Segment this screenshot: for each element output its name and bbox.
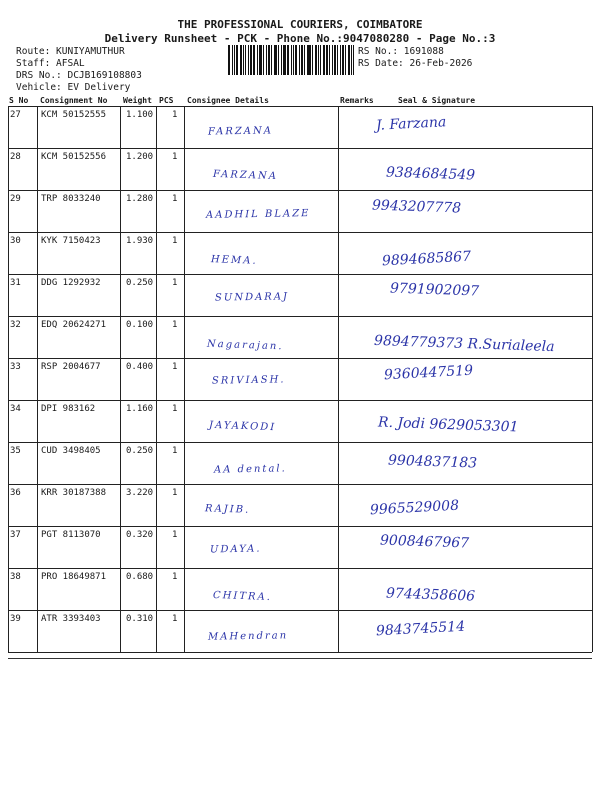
row-divider [8, 652, 592, 653]
consignee-handwritten: CHITRA. [212, 589, 273, 604]
serial-number: 29 [10, 194, 21, 204]
col-header-remarks: Remarks [340, 96, 374, 105]
weight-value: 0.250 [126, 446, 154, 456]
pieces-count: 1 [172, 362, 178, 372]
consignee-handwritten: RAJIB. [204, 503, 251, 516]
signature-handwritten: 9965529008 [369, 497, 460, 519]
weight-value: 1.200 [126, 152, 154, 162]
signature-handwritten: 9904837183 [387, 452, 478, 472]
weight-value: 1.930 [126, 236, 154, 246]
drs-label: DRS No.: DCJB169108803 [16, 70, 142, 81]
pieces-count: 1 [172, 614, 178, 624]
col-header-signature: Seal & Signature [398, 96, 476, 105]
weight-value: 0.100 [126, 320, 154, 330]
signature-handwritten: 9384684549 [385, 164, 476, 184]
table-bottom-rule [8, 658, 592, 659]
row-divider [8, 610, 592, 611]
barcode-image [228, 45, 356, 75]
consignee-handwritten: SRIVIASH. [211, 374, 286, 387]
consignment-number: KCM 50152555 [41, 110, 107, 120]
weight-value: 0.680 [126, 572, 154, 582]
col-header-consignee: Consignee Details [187, 96, 269, 105]
col-header-sno: S No [9, 96, 29, 105]
consignment-number: DDG 1292932 [41, 278, 101, 288]
consignment-number: TRP 8033240 [41, 194, 101, 204]
serial-number: 30 [10, 236, 21, 246]
column-divider [184, 106, 185, 652]
serial-number: 38 [10, 572, 21, 582]
weight-value: 1.160 [126, 404, 154, 414]
staff-label: Staff: AFSAL [16, 58, 85, 69]
consignment-number: PRO 18649871 [41, 572, 107, 582]
consignee-handwritten: AA dental. [213, 463, 287, 476]
row-divider [8, 442, 592, 443]
signature-handwritten: 9744358606 [385, 585, 476, 605]
weight-value: 0.310 [126, 614, 154, 624]
rs-number: RS No.: 1691088 [358, 46, 444, 57]
column-divider [120, 106, 121, 652]
serial-number: 33 [10, 362, 21, 372]
weight-value: 3.220 [126, 488, 154, 498]
signature-handwritten: 9791902097 [389, 280, 480, 300]
row-divider [8, 400, 592, 401]
serial-number: 35 [10, 446, 21, 456]
pieces-count: 1 [172, 152, 178, 162]
column-divider [37, 106, 38, 652]
row-divider [8, 568, 592, 569]
weight-value: 0.250 [126, 278, 154, 288]
serial-number: 34 [10, 404, 21, 414]
weight-value: 0.320 [126, 530, 154, 540]
pieces-count: 1 [172, 110, 178, 120]
weight-value: 1.280 [126, 194, 154, 204]
row-divider [8, 106, 592, 107]
consignment-number: ATR 3393403 [41, 614, 101, 624]
pieces-count: 1 [172, 488, 178, 498]
row-divider [8, 148, 592, 149]
column-divider [592, 106, 593, 652]
vehicle-label: Vehicle: EV Delivery [16, 82, 131, 93]
signature-handwritten: J. Farzana [375, 114, 447, 134]
consignment-number: EDQ 20624271 [41, 320, 107, 330]
consignee-handwritten: Nagarajan. [206, 338, 284, 353]
consignee-handwritten: SUNDARAJ [214, 291, 290, 304]
pieces-count: 1 [172, 572, 178, 582]
serial-number: 36 [10, 488, 21, 498]
serial-number: 28 [10, 152, 21, 162]
consignment-number: DPI 983162 [41, 404, 96, 414]
col-header-consignment: Consignment No [40, 96, 108, 105]
company-title: THE PROFESSIONAL COURIERS, COIMBATORE [177, 18, 423, 31]
runsheet-subtitle: Delivery Runsheet - PCK - Phone No.:9047080280 - Page No.:3 [104, 32, 496, 45]
col-header-pcs: PCS [159, 96, 174, 105]
signature-handwritten: 9943207778 [371, 197, 462, 217]
pieces-count: 1 [172, 236, 178, 246]
serial-number: 31 [10, 278, 21, 288]
consignee-handwritten: JAYAKODI [208, 419, 277, 434]
signature-handwritten: R. Jodi 9629053301 [377, 414, 519, 436]
serial-number: 27 [10, 110, 21, 120]
column-divider [156, 106, 157, 652]
consignment-number: RSP 2004677 [41, 362, 101, 372]
pieces-count: 1 [172, 530, 178, 540]
signature-handwritten: 9843745514 [375, 618, 466, 640]
row-divider [8, 190, 592, 191]
consignee-handwritten: UDAYA. [209, 543, 262, 556]
pieces-count: 1 [172, 404, 178, 414]
consignment-number: PGT 8113070 [41, 530, 101, 540]
serial-number: 32 [10, 320, 21, 330]
weight-value: 0.400 [126, 362, 154, 372]
consignee-handwritten: MAHendran [207, 630, 289, 643]
pieces-count: 1 [172, 320, 178, 330]
col-header-weight: Weight [123, 96, 152, 105]
signature-handwritten: 9894685867 [381, 248, 472, 270]
consignment-number: KCM 50152556 [41, 152, 107, 162]
pieces-count: 1 [172, 278, 178, 288]
signature-handwritten: 9894779373 R.Surialeela [373, 332, 555, 356]
pieces-count: 1 [172, 194, 178, 204]
signature-handwritten: 9360447519 [383, 362, 474, 384]
consignee-handwritten: FARZANA [212, 168, 279, 183]
row-divider [8, 484, 592, 485]
weight-value: 1.100 [126, 110, 154, 120]
row-divider [8, 358, 592, 359]
signature-handwritten: 9008467967 [379, 532, 470, 552]
consignment-number: CUD 3498405 [41, 446, 101, 456]
rs-date: RS Date: 26-Feb-2026 [358, 58, 473, 69]
row-divider [8, 232, 592, 233]
row-divider [8, 316, 592, 317]
serial-number: 39 [10, 614, 21, 624]
consignee-handwritten: AADHIL BLAZE [205, 208, 311, 221]
consignment-number: KRR 30187388 [41, 488, 107, 498]
route-label: Route: KUNIYAMUTHUR [16, 46, 125, 57]
column-divider [8, 106, 9, 652]
consignee-handwritten: HEMA. [210, 254, 258, 267]
pieces-count: 1 [172, 446, 178, 456]
consignment-number: KYK 7150423 [41, 236, 101, 246]
serial-number: 37 [10, 530, 21, 540]
row-divider [8, 274, 592, 275]
row-divider [8, 526, 592, 527]
consignee-handwritten: FARZANA [207, 125, 274, 138]
column-divider [338, 106, 339, 652]
